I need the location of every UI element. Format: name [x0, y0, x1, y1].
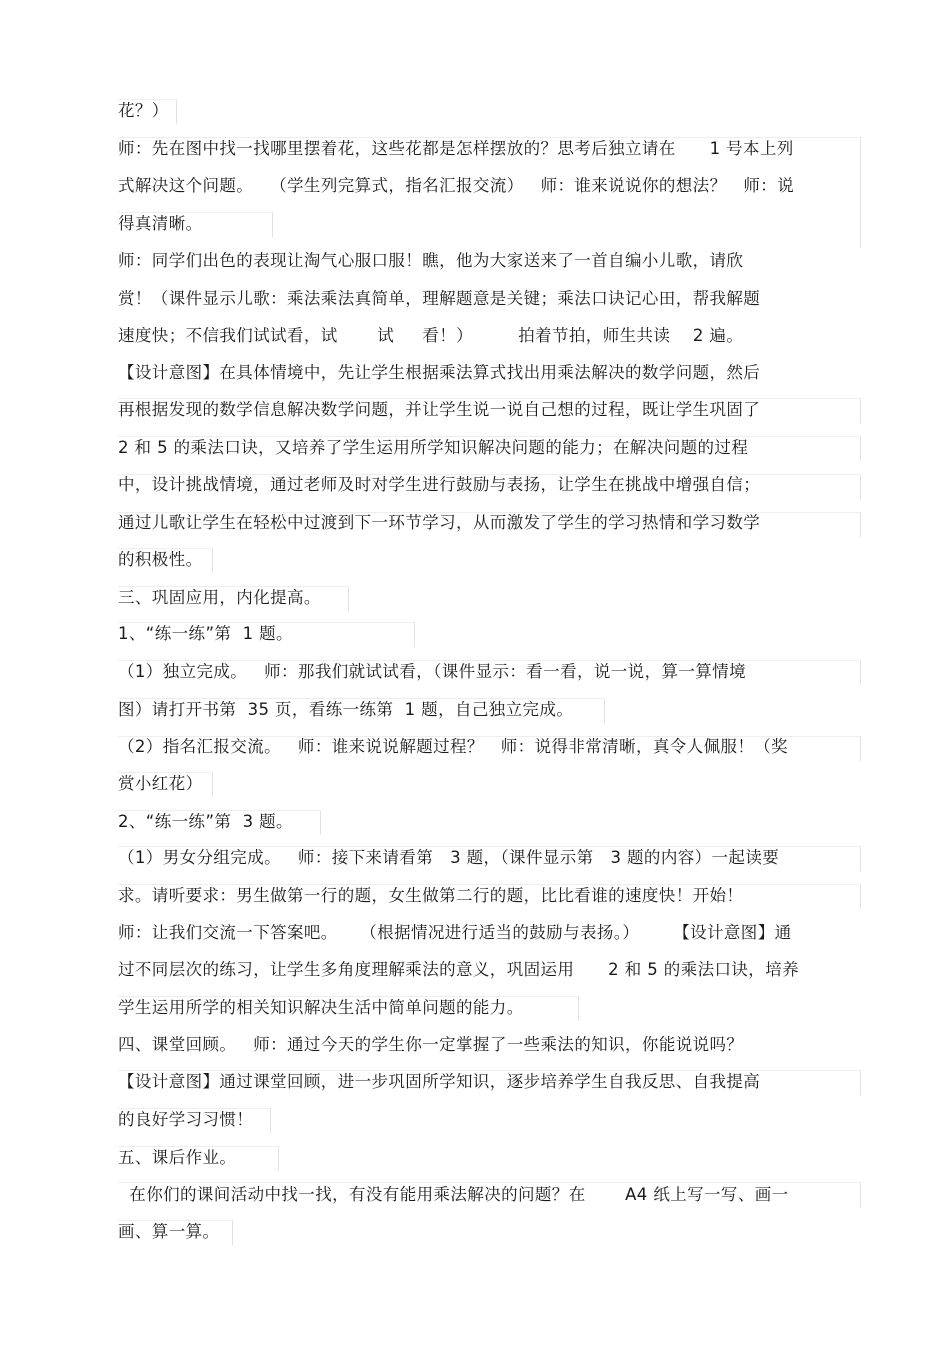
text-line: 得真清晰。	[118, 214, 203, 233]
text-line: 过不同层次的练习，让学生多角度理解乘法的意义，巩固运用 2 和 5 的乘法口诀，培养	[118, 960, 799, 979]
text-line: （1）男女分组完成。 师：接下来请看第 3 题，（课件显示第 3 题的内容）一起读要	[118, 848, 780, 867]
text-line: 1、“练一练”第 1 题。	[118, 624, 293, 643]
text-line: 学生运用所学的相关知识解决生活中简单问题的能力。	[118, 998, 524, 1017]
text-line: 师：让我们交流一下答案吧。 （根据情况进行适当的鼓励与表扬。） 【设计意图】通	[118, 923, 792, 942]
text-line: （2）指名汇报交流。 师：谁来说说解题过程？ 师：说得非常清晰，真令人佩服！（奖	[118, 737, 789, 756]
text-line: 赏！（课件显示儿歌：乘法乘法真简单，理解题意是关键；乘法口诀记心田，帮我解题	[118, 289, 761, 308]
text-line: 再根据发现的数学信息解决数学问题，并让学生说一说自己想的过程，既让学生巩固了	[118, 400, 761, 419]
text-line: 速度快；不信我们试试看，试 试 看！） 拍着节拍，师生共读 2 遍。	[118, 326, 744, 345]
section-heading: 四、课堂回顾。 师：通过今天的学生你一定掌握了一些乘法的知识，你能说说吗？	[118, 1035, 744, 1054]
text-line: 花？）	[118, 101, 169, 120]
text-line: 师：同学们出色的表现让淘气心服口服！瞧，他为大家送来了一首自编小儿歌，请欣	[118, 251, 744, 270]
text-line: 师：先在图中找一找哪里摆着花，这些花都是怎样摆放的？思考后独立请在 1 号本上列	[118, 139, 794, 158]
text-line: 中，设计挑战情境，通过老师及时对学生进行鼓励与表扬，让学生在挑战中增强自信；	[118, 475, 761, 494]
text-line: 2、“练一练”第 3 题。	[118, 812, 293, 831]
section-heading: 五、课后作业。	[118, 1148, 237, 1167]
text-line: 【设计意图】通过课堂回顾，进一步巩固所学知识，逐步培养学生自我反思、自我提高	[118, 1072, 761, 1091]
text-line: 画、算一算。	[118, 1222, 220, 1241]
section-heading: 三、巩固应用，内化提高。	[118, 588, 321, 607]
text-line: 的积极性。	[118, 550, 203, 569]
text-line: 【设计意图】在具体情境中，先让学生根据乘法算式找出用乘法解决的数学问题，然后	[118, 363, 761, 382]
text-line: 图）请打开书第 35 页，看练一练第 1 题，自己独立完成。	[118, 700, 574, 719]
text-line: 式解决这个问题。 （学生列完算式，指名汇报交流） 师：谁来说说你的想法？ 师：说	[118, 176, 795, 195]
text-line: 的良好学习习惯！	[118, 1110, 254, 1129]
text-line: 通过儿歌让学生在轻松中过渡到下一环节学习，从而激发了学生的学习热情和学习数学	[118, 513, 761, 532]
text-line: 在你们的课间活动中找一找，有没有能用乘法解决的问题？在 A4 纸上写一写、画一	[118, 1185, 789, 1204]
text-line: 赏小红花）	[118, 774, 203, 793]
text-line: 求。请听要求：男生做第一行的题，女生做第二行的题，比比看谁的速度快！开始！	[118, 886, 744, 905]
text-line: 2 和 5 的乘法口诀，又培养了学生运用所学知识解决问题的能力；在解决问题的过程	[118, 438, 749, 457]
text-line: （1）独立完成。 师：那我们就试试看，（课件显示：看一看，说一说，算一算情境	[118, 662, 746, 681]
